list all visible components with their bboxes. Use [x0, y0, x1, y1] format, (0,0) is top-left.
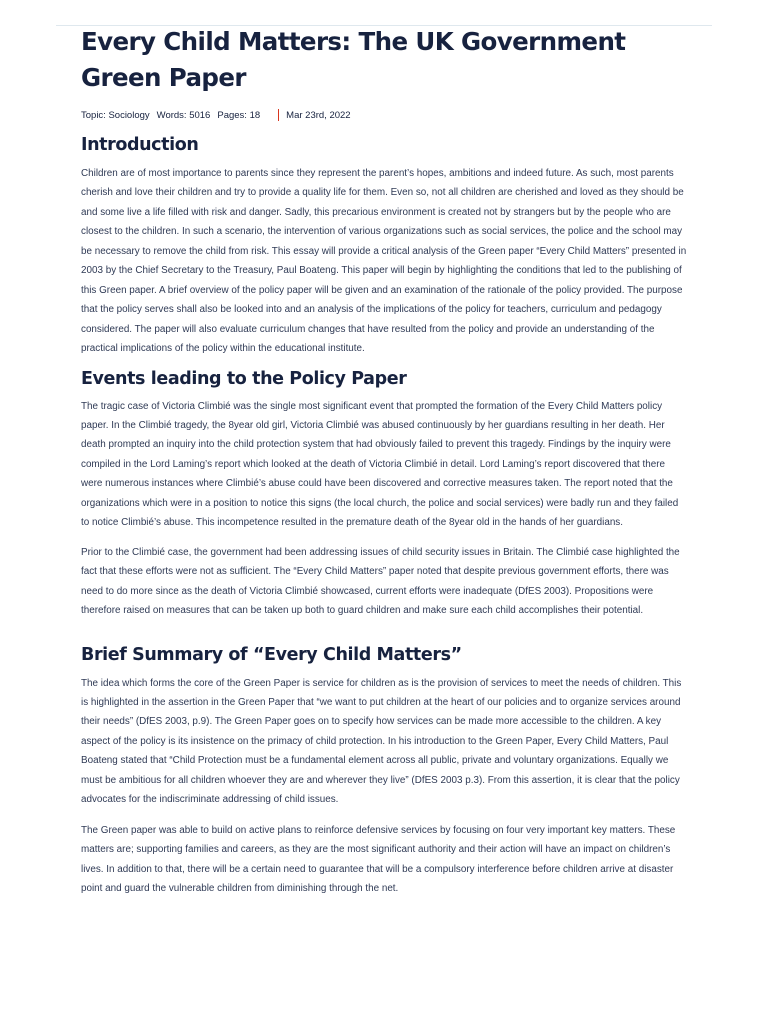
section-heading: Brief Summary of “Every Child Matters” — [81, 644, 462, 665]
paragraph: The idea which forms the core of the Green Paper is service for children as is the provision of services to meet the needs of children. This is highlighted in the assertion in the Green Paper that “we want to put children at the heart of our policies and to organize services around their needs” (DfES 2003, p.9). The Green Paper goes on to specify how services can be made more accessible to the children. A key aspect of the policy is its insistence on the primacy of child protection. In his introduction to the Green Paper, Every Child Matters, Paul Boateng stated that “Child Protection must be a fundamental element across all public, private and voluntary organizations. Equally we must be ambitious for all children whoever they are and wherever they live” (DfES 2003 p.3). From this assertion, it is clear that the policy advocates for the indiscriminate addressing of child issues. — [81, 677, 682, 806]
meta-topic: Topic: Sociology — [81, 109, 150, 121]
meta-pages: Pages: 18 — [217, 109, 261, 121]
paragraph: The Green paper was able to build on active plans to reinforce defensive services by focusing on four very important key matters. These matters are; supporting families and careers, as they are the most significant authority and their action will have an impact on children’s lives. In addition to that, there will be a certain need to guarantee that will be a compulsory interference before children arrive at disaster point and guard the vulnerable children from diminishing through the net. — [81, 824, 676, 895]
meta-date: Mar 23rd, 2022 — [286, 109, 351, 121]
paragraph: Children are of most importance to parents since they represent the parent’s hopes, ambitions and indeed future. As such, most parents cherish and love their children and try to provide a quality life for them. Even so, not all children are cherished and loved as they should be and some live a life filled with risk and danger. Sadly, this precarious environment is created not by strangers but by the people who are closest to the children. In such a scenario, the intervention of various organizations such as social services, the police and the school may be necessary to remove the child from risk. This essay will provide a critical analysis of the Green paper “Every Child Matters” presented in 2003 by the Chief Secretary to the Treasury, Paul Boateng. This paper will begin by highlighting the conditions that led to the publishing of this Green paper. A brief overview of the policy paper will be given and an examination of the rationale of the policy provided. The purpose that the policy serves shall also be looked into and an analysis of the implications of the policy for teachers, curriculum and pedagogy considered. The paper will also evaluate curriculum changes that have resulted from the policy and provide an understanding of the practical implications of the policy within the educational institute. — [81, 168, 687, 355]
document-meta — [81, 108, 687, 122]
section-heading: Introduction — [81, 135, 199, 155]
section-heading: Events leading to the Policy Paper — [81, 368, 407, 389]
section-events-leading — [81, 367, 687, 621]
document-page — [81, 24, 687, 899]
document-title: Every Child Matters: The UK Government Green Paper — [81, 27, 626, 92]
section-brief-summary — [81, 643, 687, 899]
paragraph: The tragic case of Victoria Climbié was the single most significant event that prompted the formation of the Every Child Matters policy paper. In the Climbié tragedy, the 8year old girl, Victoria Climbié was abused continuously by her guardians resulting in her death. Her death prompted an inquiry into the child protection system that had obviously failed to prevent this tragedy. Findings by the inquiry were compiled in the Lord Laming’s report which looked at the death of Victoria Climbié in detail. Lord Laming’s report discovered that there were numerous instances where Climbié’s abuse could have been discovered and corrective measures taken. The report noted that the organizations which were in a position to notice this signs (the local church, the police and social services) were badly run and they failed to notice Climbié’s abuse. This incompetence resulted in the premature death of the 8year old in the hands of her guardians. — [81, 400, 679, 529]
meta-separator — [278, 109, 279, 121]
meta-words: Words: 5016 — [156, 109, 211, 121]
section-introduction — [81, 133, 687, 359]
paragraph: Prior to the Climbié case, the government had been addressing issues of child security issues in Britain. The Climbié case highlighted the fact that these efforts were not as sufficient. The “Every Child Matters” paper noted that despite previous government efforts, there was need to do more since as the death of Victoria Climbié showcased, current efforts were inadequate (DfES 2003). Propositions were therefore raised on measures that can be taken up both to guard children and make sure each child accomplishes their potential. — [81, 546, 680, 617]
